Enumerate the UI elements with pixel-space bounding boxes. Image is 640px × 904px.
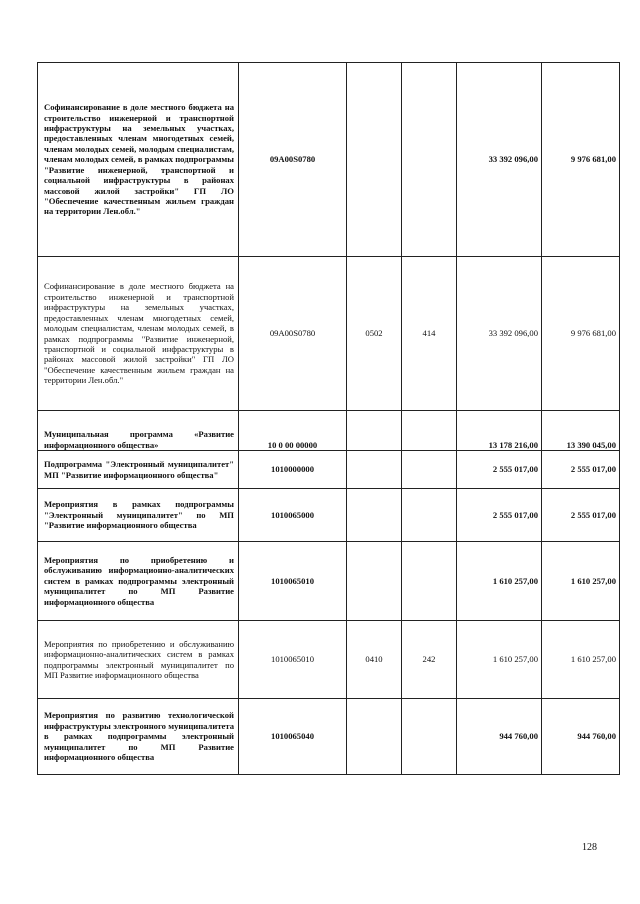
table-row <box>38 621 620 699</box>
row-type <box>402 63 457 257</box>
row-sum-2: 1 610 257,00 <box>542 542 620 621</box>
row-sum-1: 2 555 017,00 <box>457 489 542 542</box>
row-sum-1: 33 392 096,00 <box>457 257 542 411</box>
row-section: 0410 <box>347 621 402 699</box>
row-section <box>347 411 402 451</box>
row-section <box>347 699 402 775</box>
table-row <box>38 489 620 542</box>
row-code: 10 0 00 00000 <box>239 411 347 451</box>
row-type <box>402 699 457 775</box>
row-code: 1010065040 <box>239 699 347 775</box>
row-type <box>402 451 457 489</box>
budget-table <box>37 62 620 775</box>
row-code: 1010000000 <box>239 451 347 489</box>
row-name: Мероприятия в рамках подпрограммы "Электронный муниципалитет" по МП "Развитие информационного общества <box>38 489 239 542</box>
table-row <box>38 63 620 257</box>
row-name: Мероприятия по приобретению и обслуживанию информационно-аналитических систем в рамках подпрограммы электронный муниципалитет по МП Развитие информационного общества <box>38 542 239 621</box>
row-name: Софинансирование в доле местного бюджета на строительство инженерной и транспортной инфраструктуры на земельных участках, предоставленных членам многодетных семей, молодым специалистам, членам молодых семей, в рамках подпрограммы "Развитие инженерной, транспортной и социальной инфраструктуры в районах массовой жилой застройки" ГП ЛО "Обеспечение качественным жильем граждан на территории Лен.обл." <box>38 257 239 411</box>
row-sum-1: 2 555 017,00 <box>457 451 542 489</box>
row-sum-2: 9 976 681,00 <box>542 257 620 411</box>
table-row <box>38 411 620 451</box>
row-section <box>347 451 402 489</box>
row-code: 09А00S0780 <box>239 257 347 411</box>
table-row <box>38 257 620 411</box>
row-code: 1010065000 <box>239 489 347 542</box>
row-name: Муниципальная программа «Развитие информационного общества» <box>38 411 239 451</box>
row-sum-1: 1 610 257,00 <box>457 621 542 699</box>
row-sum-2: 2 555 017,00 <box>542 489 620 542</box>
row-type <box>402 411 457 451</box>
row-name: Мероприятия по приобретению и обслуживанию информационно-аналитических систем в рамках подпрограммы электронный муниципалитет по МП Развитие информационного общества <box>38 621 239 699</box>
table-row <box>38 451 620 489</box>
row-section <box>347 542 402 621</box>
row-code: 1010065010 <box>239 621 347 699</box>
row-sum-1: 944 760,00 <box>457 699 542 775</box>
row-sum-1: 1 610 257,00 <box>457 542 542 621</box>
row-name: Софинансирование в доле местного бюджета на строительство инженерной и транспортной инфраструктуры на земельных участках, предоставленных членам многодетных семей, членам молодых семей, молодым специалистам, членам молодых семей, в рамках подпрограммы "Развитие инженерной, транспортной и социальной инфраструктуры в районах массовой жилой застройки" ГП ЛО "Обеспечение качественным жильем граждан на территории Лен.обл." <box>38 63 239 257</box>
row-sum-2: 2 555 017,00 <box>542 451 620 489</box>
row-type: 242 <box>402 621 457 699</box>
row-type <box>402 489 457 542</box>
row-code: 1010065010 <box>239 542 347 621</box>
row-type: 414 <box>402 257 457 411</box>
row-name: Подпрограмма "Электронный муниципалитет" МП "Развитие информационного общества" <box>38 451 239 489</box>
page-number: 128 <box>582 842 597 853</box>
row-type <box>402 542 457 621</box>
table-row <box>38 699 620 775</box>
row-sum-2: 9 976 681,00 <box>542 63 620 257</box>
row-code: 09А00S0780 <box>239 63 347 257</box>
row-name: Мероприятия по развитию технологической инфраструктуры электронного муниципалитета в рамках подпрограммы электронный муниципалитет по МП Развитие информационного общества <box>38 699 239 775</box>
row-sum-1: 13 178 216,00 <box>457 411 542 451</box>
row-section <box>347 489 402 542</box>
row-section: 0502 <box>347 257 402 411</box>
row-sum-2: 13 390 045,00 <box>542 411 620 451</box>
table-row <box>38 542 620 621</box>
row-sum-2: 944 760,00 <box>542 699 620 775</box>
row-sum-2: 1 610 257,00 <box>542 621 620 699</box>
row-section <box>347 63 402 257</box>
row-sum-1: 33 392 096,00 <box>457 63 542 257</box>
